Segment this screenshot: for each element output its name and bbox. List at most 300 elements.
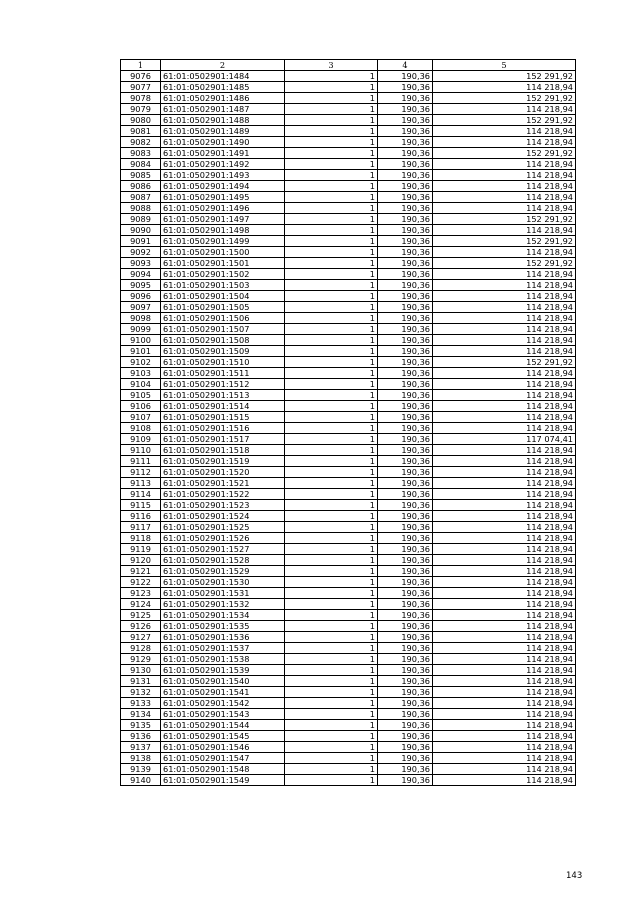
quantity-cell: 1 (285, 137, 378, 148)
cadastral-number-cell: 61:01:0502901:1484 (161, 71, 285, 82)
cadastral-number-cell: 61:01:0502901:1498 (161, 225, 285, 236)
area-cell: 190,36 (378, 676, 433, 687)
cadastral-number-cell: 61:01:0502901:1522 (161, 489, 285, 500)
quantity-cell: 1 (285, 313, 378, 324)
table-row (121, 401, 576, 412)
row-number-cell: 9138 (121, 753, 161, 764)
quantity-cell: 1 (285, 258, 378, 269)
quantity-cell: 1 (285, 456, 378, 467)
table-row (121, 632, 576, 643)
quantity-cell: 1 (285, 302, 378, 313)
table-row (121, 203, 576, 214)
area-cell: 190,36 (378, 544, 433, 555)
cadastral-number-cell: 61:01:0502901:1512 (161, 379, 285, 390)
row-number-cell: 9082 (121, 137, 161, 148)
table-row (121, 192, 576, 203)
table-row (121, 236, 576, 247)
value-cell: 114 218,94 (433, 423, 576, 434)
quantity-cell: 1 (285, 445, 378, 456)
table-row (121, 698, 576, 709)
row-number-cell: 9103 (121, 368, 161, 379)
area-cell: 190,36 (378, 654, 433, 665)
cadastral-number-cell: 61:01:0502901:1503 (161, 280, 285, 291)
area-cell: 190,36 (378, 302, 433, 313)
table-row (121, 159, 576, 170)
table-row (121, 687, 576, 698)
quantity-cell: 1 (285, 632, 378, 643)
table-row (121, 445, 576, 456)
column-header-4: 4 (378, 60, 433, 71)
value-cell: 114 218,94 (433, 577, 576, 588)
area-cell: 190,36 (378, 698, 433, 709)
area-cell: 190,36 (378, 247, 433, 258)
cadastral-number-cell: 61:01:0502901:1540 (161, 676, 285, 687)
area-cell: 190,36 (378, 500, 433, 511)
quantity-cell: 1 (285, 159, 378, 170)
value-cell: 114 218,94 (433, 610, 576, 621)
value-cell: 114 218,94 (433, 566, 576, 577)
area-cell: 190,36 (378, 104, 433, 115)
area-cell: 190,36 (378, 71, 433, 82)
value-cell: 114 218,94 (433, 753, 576, 764)
quantity-cell: 1 (285, 643, 378, 654)
quantity-cell: 1 (285, 412, 378, 423)
area-cell: 190,36 (378, 258, 433, 269)
table-row (121, 71, 576, 82)
header-row (121, 60, 576, 71)
cadastral-number-cell: 61:01:0502901:1490 (161, 137, 285, 148)
row-number-cell: 9131 (121, 676, 161, 687)
value-cell: 114 218,94 (433, 291, 576, 302)
value-cell: 114 218,94 (433, 489, 576, 500)
value-cell: 117 074,41 (433, 434, 576, 445)
cadastral-number-cell: 61:01:0502901:1491 (161, 148, 285, 159)
quantity-cell: 1 (285, 478, 378, 489)
value-cell: 114 218,94 (433, 632, 576, 643)
value-cell: 114 218,94 (433, 269, 576, 280)
cadastral-number-cell: 61:01:0502901:1516 (161, 423, 285, 434)
area-cell: 190,36 (378, 566, 433, 577)
quantity-cell: 1 (285, 148, 378, 159)
table-row (121, 643, 576, 654)
row-number-cell: 9100 (121, 335, 161, 346)
row-number-cell: 9117 (121, 522, 161, 533)
column-header-5: 5 (433, 60, 576, 71)
quantity-cell: 1 (285, 291, 378, 302)
cadastral-number-cell: 61:01:0502901:1518 (161, 445, 285, 456)
value-cell: 114 218,94 (433, 137, 576, 148)
cadastral-number-cell: 61:01:0502901:1504 (161, 291, 285, 302)
area-cell: 190,36 (378, 137, 433, 148)
table-row (121, 93, 576, 104)
table-row (121, 610, 576, 621)
value-cell: 114 218,94 (433, 588, 576, 599)
row-number-cell: 9108 (121, 423, 161, 434)
cadastral-number-cell: 61:01:0502901:1528 (161, 555, 285, 566)
table-row (121, 412, 576, 423)
cadastral-number-cell: 61:01:0502901:1526 (161, 533, 285, 544)
value-cell: 114 218,94 (433, 522, 576, 533)
row-number-cell: 9084 (121, 159, 161, 170)
quantity-cell: 1 (285, 511, 378, 522)
value-cell: 152 291,92 (433, 71, 576, 82)
row-number-cell: 9125 (121, 610, 161, 621)
row-number-cell: 9077 (121, 82, 161, 93)
value-cell: 114 218,94 (433, 742, 576, 753)
table-row (121, 313, 576, 324)
quantity-cell: 1 (285, 467, 378, 478)
table-row (121, 588, 576, 599)
quantity-cell: 1 (285, 71, 378, 82)
cadastral-number-cell: 61:01:0502901:1529 (161, 566, 285, 577)
cadastral-number-cell: 61:01:0502901:1536 (161, 632, 285, 643)
quantity-cell: 1 (285, 192, 378, 203)
table-row (121, 137, 576, 148)
table-row (121, 82, 576, 93)
area-cell: 190,36 (378, 291, 433, 302)
quantity-cell: 1 (285, 610, 378, 621)
value-cell: 114 218,94 (433, 346, 576, 357)
area-cell: 190,36 (378, 214, 433, 225)
cadastral-number-cell: 61:01:0502901:1537 (161, 643, 285, 654)
value-cell: 114 218,94 (433, 313, 576, 324)
quantity-cell: 1 (285, 434, 378, 445)
quantity-cell: 1 (285, 104, 378, 115)
quantity-cell: 1 (285, 346, 378, 357)
table-row (121, 214, 576, 225)
value-cell: 114 218,94 (433, 368, 576, 379)
area-cell: 190,36 (378, 324, 433, 335)
row-number-cell: 9097 (121, 302, 161, 313)
value-cell: 114 218,94 (433, 720, 576, 731)
cadastral-number-cell: 61:01:0502901:1530 (161, 577, 285, 588)
value-cell: 114 218,94 (433, 302, 576, 313)
row-number-cell: 9112 (121, 467, 161, 478)
value-cell: 114 218,94 (433, 225, 576, 236)
quantity-cell: 1 (285, 533, 378, 544)
page-number: 143 (566, 871, 583, 881)
row-number-cell: 9087 (121, 192, 161, 203)
area-cell: 190,36 (378, 687, 433, 698)
quantity-cell: 1 (285, 555, 378, 566)
row-number-cell: 9088 (121, 203, 161, 214)
table-row (121, 379, 576, 390)
cadastral-number-cell: 61:01:0502901:1511 (161, 368, 285, 379)
cadastral-number-cell: 61:01:0502901:1515 (161, 412, 285, 423)
value-cell: 114 218,94 (433, 544, 576, 555)
area-cell: 190,36 (378, 148, 433, 159)
value-cell: 114 218,94 (433, 390, 576, 401)
row-number-cell: 9076 (121, 71, 161, 82)
table-row (121, 775, 576, 786)
cadastral-number-cell: 61:01:0502901:1524 (161, 511, 285, 522)
table-row (121, 489, 576, 500)
value-cell: 114 218,94 (433, 764, 576, 775)
column-header-3: 3 (285, 60, 378, 71)
quantity-cell: 1 (285, 115, 378, 126)
table-row (121, 522, 576, 533)
table-row (121, 621, 576, 632)
table-row (121, 346, 576, 357)
row-number-cell: 9134 (121, 709, 161, 720)
cadastral-number-cell: 61:01:0502901:1543 (161, 709, 285, 720)
column-header-2: 2 (161, 60, 285, 71)
value-cell: 114 218,94 (433, 687, 576, 698)
cadastral-number-cell: 61:01:0502901:1500 (161, 247, 285, 258)
cadastral-number-cell: 61:01:0502901:1485 (161, 82, 285, 93)
quantity-cell: 1 (285, 764, 378, 775)
area-cell: 190,36 (378, 170, 433, 181)
quantity-cell: 1 (285, 621, 378, 632)
row-number-cell: 9119 (121, 544, 161, 555)
table-row (121, 720, 576, 731)
cadastral-number-cell: 61:01:0502901:1517 (161, 434, 285, 445)
quantity-cell: 1 (285, 687, 378, 698)
table-row (121, 467, 576, 478)
area-cell: 190,36 (378, 588, 433, 599)
value-cell: 114 218,94 (433, 775, 576, 786)
quantity-cell: 1 (285, 401, 378, 412)
value-cell: 114 218,94 (433, 445, 576, 456)
quantity-cell: 1 (285, 225, 378, 236)
value-cell: 152 291,92 (433, 148, 576, 159)
table-row (121, 665, 576, 676)
row-number-cell: 9114 (121, 489, 161, 500)
area-cell: 190,36 (378, 522, 433, 533)
quantity-cell: 1 (285, 720, 378, 731)
quantity-cell: 1 (285, 698, 378, 709)
cadastral-number-cell: 61:01:0502901:1538 (161, 654, 285, 665)
area-cell: 190,36 (378, 632, 433, 643)
value-cell: 114 218,94 (433, 731, 576, 742)
cadastral-number-cell: 61:01:0502901:1489 (161, 126, 285, 137)
value-cell: 114 218,94 (433, 247, 576, 258)
value-cell: 114 218,94 (433, 643, 576, 654)
cadastral-number-cell: 61:01:0502901:1519 (161, 456, 285, 467)
row-number-cell: 9083 (121, 148, 161, 159)
area-cell: 190,36 (378, 225, 433, 236)
table-row (121, 599, 576, 610)
row-number-cell: 9093 (121, 258, 161, 269)
table-row (121, 434, 576, 445)
value-cell: 152 291,92 (433, 236, 576, 247)
table-row (121, 126, 576, 137)
value-cell: 114 218,94 (433, 709, 576, 720)
quantity-cell: 1 (285, 500, 378, 511)
table-row (121, 104, 576, 115)
value-cell: 114 218,94 (433, 159, 576, 170)
value-cell: 114 218,94 (433, 126, 576, 137)
area-cell: 190,36 (378, 643, 433, 654)
table-row (121, 764, 576, 775)
quantity-cell: 1 (285, 522, 378, 533)
row-number-cell: 9123 (121, 588, 161, 599)
cadastral-number-cell: 61:01:0502901:1514 (161, 401, 285, 412)
cadastral-number-cell: 61:01:0502901:1521 (161, 478, 285, 489)
value-cell: 152 291,92 (433, 258, 576, 269)
area-cell: 190,36 (378, 379, 433, 390)
quantity-cell: 1 (285, 390, 378, 401)
area-cell: 190,36 (378, 709, 433, 720)
row-number-cell: 9127 (121, 632, 161, 643)
value-cell: 114 218,94 (433, 192, 576, 203)
column-header-1: 1 (121, 60, 161, 71)
table-row (121, 731, 576, 742)
area-cell: 190,36 (378, 313, 433, 324)
cadastral-number-cell: 61:01:0502901:1495 (161, 192, 285, 203)
cadastral-number-cell: 61:01:0502901:1502 (161, 269, 285, 280)
table-row (121, 357, 576, 368)
table-row (121, 709, 576, 720)
table-row (121, 148, 576, 159)
value-cell: 114 218,94 (433, 280, 576, 291)
row-number-cell: 9122 (121, 577, 161, 588)
cadastral-number-cell: 61:01:0502901:1534 (161, 610, 285, 621)
cadastral-number-cell: 61:01:0502901:1523 (161, 500, 285, 511)
row-number-cell: 9111 (121, 456, 161, 467)
quantity-cell: 1 (285, 676, 378, 687)
area-cell: 190,36 (378, 368, 433, 379)
quantity-cell: 1 (285, 247, 378, 258)
quantity-cell: 1 (285, 544, 378, 555)
area-cell: 190,36 (378, 335, 433, 346)
cadastral-number-cell: 61:01:0502901:1497 (161, 214, 285, 225)
row-number-cell: 9098 (121, 313, 161, 324)
cadastral-number-cell: 61:01:0502901:1527 (161, 544, 285, 555)
value-cell: 114 218,94 (433, 654, 576, 665)
area-cell: 190,36 (378, 599, 433, 610)
table-row (121, 456, 576, 467)
quantity-cell: 1 (285, 489, 378, 500)
row-number-cell: 9080 (121, 115, 161, 126)
row-number-cell: 9105 (121, 390, 161, 401)
table-row (121, 753, 576, 764)
table-row (121, 225, 576, 236)
cadastral-number-cell: 61:01:0502901:1493 (161, 170, 285, 181)
row-number-cell: 9137 (121, 742, 161, 753)
row-number-cell: 9090 (121, 225, 161, 236)
row-number-cell: 9091 (121, 236, 161, 247)
table-row (121, 302, 576, 313)
value-cell: 114 218,94 (433, 456, 576, 467)
cadastral-number-cell: 61:01:0502901:1499 (161, 236, 285, 247)
value-cell: 152 291,92 (433, 115, 576, 126)
value-cell: 114 218,94 (433, 467, 576, 478)
table-row (121, 742, 576, 753)
row-number-cell: 9135 (121, 720, 161, 731)
cadastral-number-cell: 61:01:0502901:1546 (161, 742, 285, 753)
area-cell: 190,36 (378, 764, 433, 775)
table-row (121, 335, 576, 346)
area-cell: 190,36 (378, 775, 433, 786)
cadastral-number-cell: 61:01:0502901:1505 (161, 302, 285, 313)
cadastral-number-cell: 61:01:0502901:1509 (161, 346, 285, 357)
table-row (121, 269, 576, 280)
cadastral-number-cell: 61:01:0502901:1508 (161, 335, 285, 346)
row-number-cell: 9106 (121, 401, 161, 412)
row-number-cell: 9079 (121, 104, 161, 115)
value-cell: 114 218,94 (433, 665, 576, 676)
value-cell: 114 218,94 (433, 203, 576, 214)
row-number-cell: 9081 (121, 126, 161, 137)
cadastral-number-cell: 61:01:0502901:1548 (161, 764, 285, 775)
table-row (121, 577, 576, 588)
row-number-cell: 9107 (121, 412, 161, 423)
row-number-cell: 9110 (121, 445, 161, 456)
area-cell: 190,36 (378, 753, 433, 764)
area-cell: 190,36 (378, 236, 433, 247)
row-number-cell: 9113 (121, 478, 161, 489)
quantity-cell: 1 (285, 665, 378, 676)
value-cell: 114 218,94 (433, 170, 576, 181)
area-cell: 190,36 (378, 610, 433, 621)
cadastral-number-cell: 61:01:0502901:1539 (161, 665, 285, 676)
area-cell: 190,36 (378, 357, 433, 368)
table-row (121, 423, 576, 434)
area-cell: 190,36 (378, 390, 433, 401)
value-cell: 114 218,94 (433, 478, 576, 489)
cadastral-number-cell: 61:01:0502901:1547 (161, 753, 285, 764)
quantity-cell: 1 (285, 93, 378, 104)
quantity-cell: 1 (285, 368, 378, 379)
area-cell: 190,36 (378, 489, 433, 500)
quantity-cell: 1 (285, 731, 378, 742)
value-cell: 114 218,94 (433, 324, 576, 335)
value-cell: 114 218,94 (433, 412, 576, 423)
area-cell: 190,36 (378, 423, 433, 434)
quantity-cell: 1 (285, 203, 378, 214)
row-number-cell: 9109 (121, 434, 161, 445)
table-row (121, 478, 576, 489)
cadastral-number-cell: 61:01:0502901:1535 (161, 621, 285, 632)
cadastral-number-cell: 61:01:0502901:1525 (161, 522, 285, 533)
row-number-cell: 9132 (121, 687, 161, 698)
row-number-cell: 9101 (121, 346, 161, 357)
area-cell: 190,36 (378, 93, 433, 104)
cadastral-number-cell: 61:01:0502901:1506 (161, 313, 285, 324)
value-cell: 114 218,94 (433, 599, 576, 610)
row-number-cell: 9116 (121, 511, 161, 522)
area-cell: 190,36 (378, 445, 433, 456)
value-cell: 114 218,94 (433, 621, 576, 632)
row-number-cell: 9133 (121, 698, 161, 709)
cadastral-number-cell: 61:01:0502901:1507 (161, 324, 285, 335)
quantity-cell: 1 (285, 577, 378, 588)
quantity-cell: 1 (285, 709, 378, 720)
quantity-cell: 1 (285, 236, 378, 247)
quantity-cell: 1 (285, 214, 378, 225)
quantity-cell: 1 (285, 280, 378, 291)
cadastral-number-cell: 61:01:0502901:1501 (161, 258, 285, 269)
quantity-cell: 1 (285, 324, 378, 335)
table-row (121, 555, 576, 566)
area-cell: 190,36 (378, 181, 433, 192)
row-number-cell: 9086 (121, 181, 161, 192)
cadastral-number-cell: 61:01:0502901:1488 (161, 115, 285, 126)
cadastral-number-cell: 61:01:0502901:1494 (161, 181, 285, 192)
row-number-cell: 9099 (121, 324, 161, 335)
table-row (121, 258, 576, 269)
area-cell: 190,36 (378, 203, 433, 214)
quantity-cell: 1 (285, 753, 378, 764)
row-number-cell: 9139 (121, 764, 161, 775)
area-cell: 190,36 (378, 665, 433, 676)
value-cell: 152 291,92 (433, 357, 576, 368)
area-cell: 190,36 (378, 434, 433, 445)
area-cell: 190,36 (378, 192, 433, 203)
table-row (121, 533, 576, 544)
row-number-cell: 9130 (121, 665, 161, 676)
